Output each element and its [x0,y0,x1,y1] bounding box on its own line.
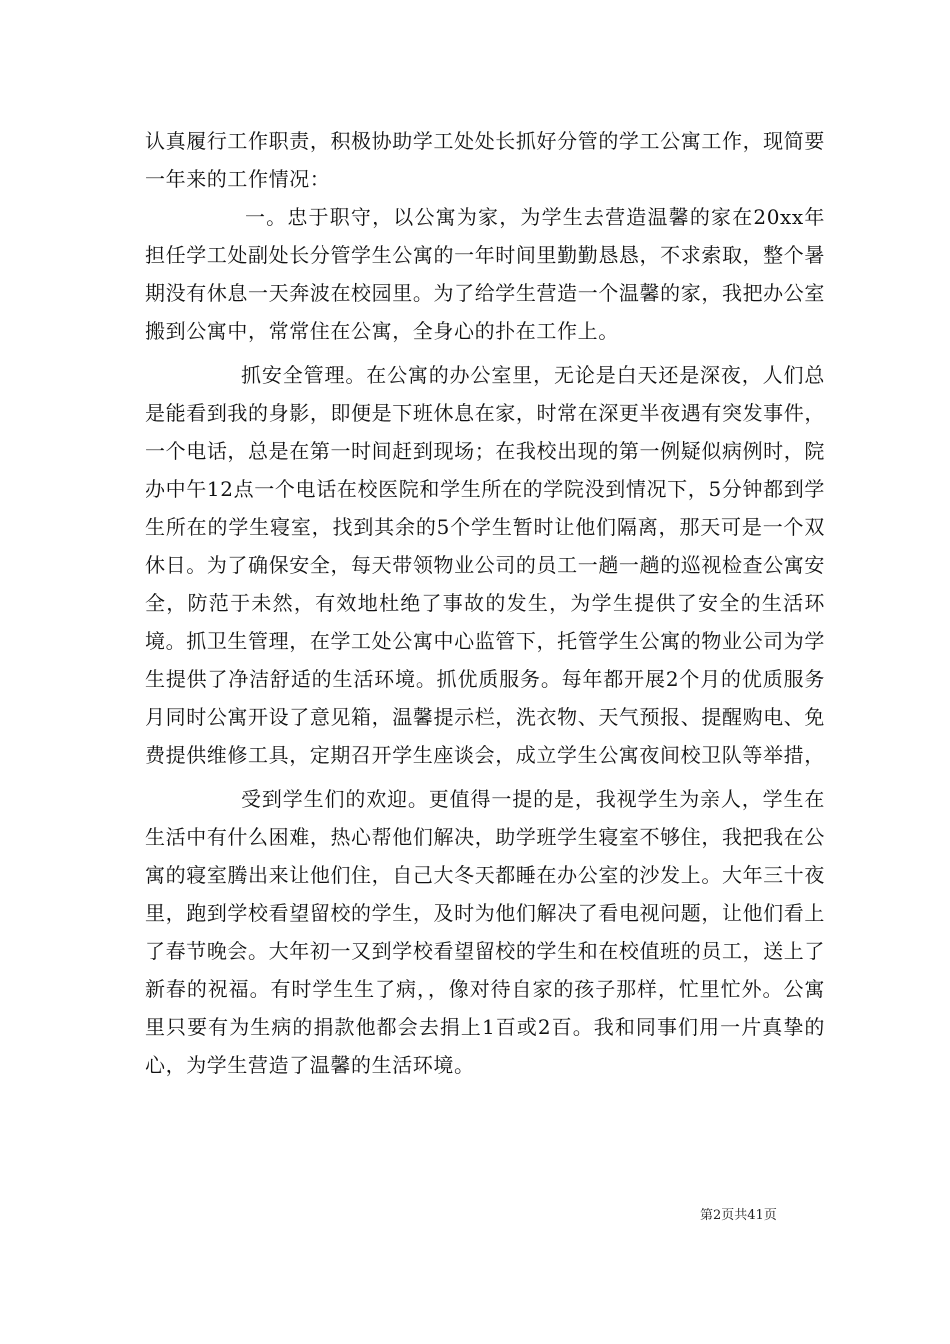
paragraph-intro: 认真履行工作职责，积极协助学工处处长抓好分管的学工公寓工作，现简要一年来的工作情况： [145,129,825,191]
paragraph-safety-management: 抓安全管理。在公寓的办公室里，无论是白天还是深夜，人们总是能看到我的身影，即便是下班休息在家，时常在深更半夜遇有突发事件，一个电话，总是在第一时间赶到现场；在我校出现的第一例疑似病例时，院办中午12点一个电话在校医院和学生所在的学院没到情况下，5分钟都到学生所在的学生寝室，找到其余的5个学生暂时让他们隔离，那天可是一个双休日。为了确保安全，每天带领物业公司的员工一趟一趟的巡视检查公寓安全，防范于未然，有效地杜绝了事故的发生，为学生提供了安全的生活环境。抓卫生管理，在学工处公寓中心监管下，托管学生公寓的物业公司为学生提供了净洁舒适的生活环境。抓优质服务。每年都开展2个月的优质服务月同时公寓开设了意见箱，温馨提示栏，洗衣物、天气预报、提醒购电、免费提供维修工具，定期召开学生座谈会，成立学生公寓夜间校卫队等举措， [145,363,825,767]
paragraph-student-care: 受到学生们的欢迎。更值得一提的是，我视学生为亲人，学生在生活中有什么困难，热心帮他们解决，助学班学生寝室不够住，我把我在公寓的寝室腾出来让他们住，自己大冬天都睡在办公室的沙发上。大年三十夜里，跑到学校看望留校的学生，及时为他们解决了看电视问题，让他们看上了春节晚会。大年初一又到学校看望留校的学生和在校值班的员工，送上了新春的祝福。有时学生生了病，，像对待自家的孩子那样，忙里忙外。公寓里只要有为生病的捐款他都会去捐上1百或2百。我和同事们用一片真挚的心，为学生营造了温馨的生活环境。 [145,787,825,1077]
page-number-footer: 第2页共41页 [700,1208,777,1223]
paragraph-section-one: 一。忠于职守，以公寓为家，为学生去营造温馨的家在20xx年担任学工处副处长分管学生公寓的一年时间里勤勤恳恳，不求索取，整个暑期没有休息一天奔波在校园里。为了给学生营造一个温馨的家，我把办公室搬到公寓中，常常住在公寓，全身心的扑在工作上。 [145,205,825,343]
document-body [145,122,825,1084]
